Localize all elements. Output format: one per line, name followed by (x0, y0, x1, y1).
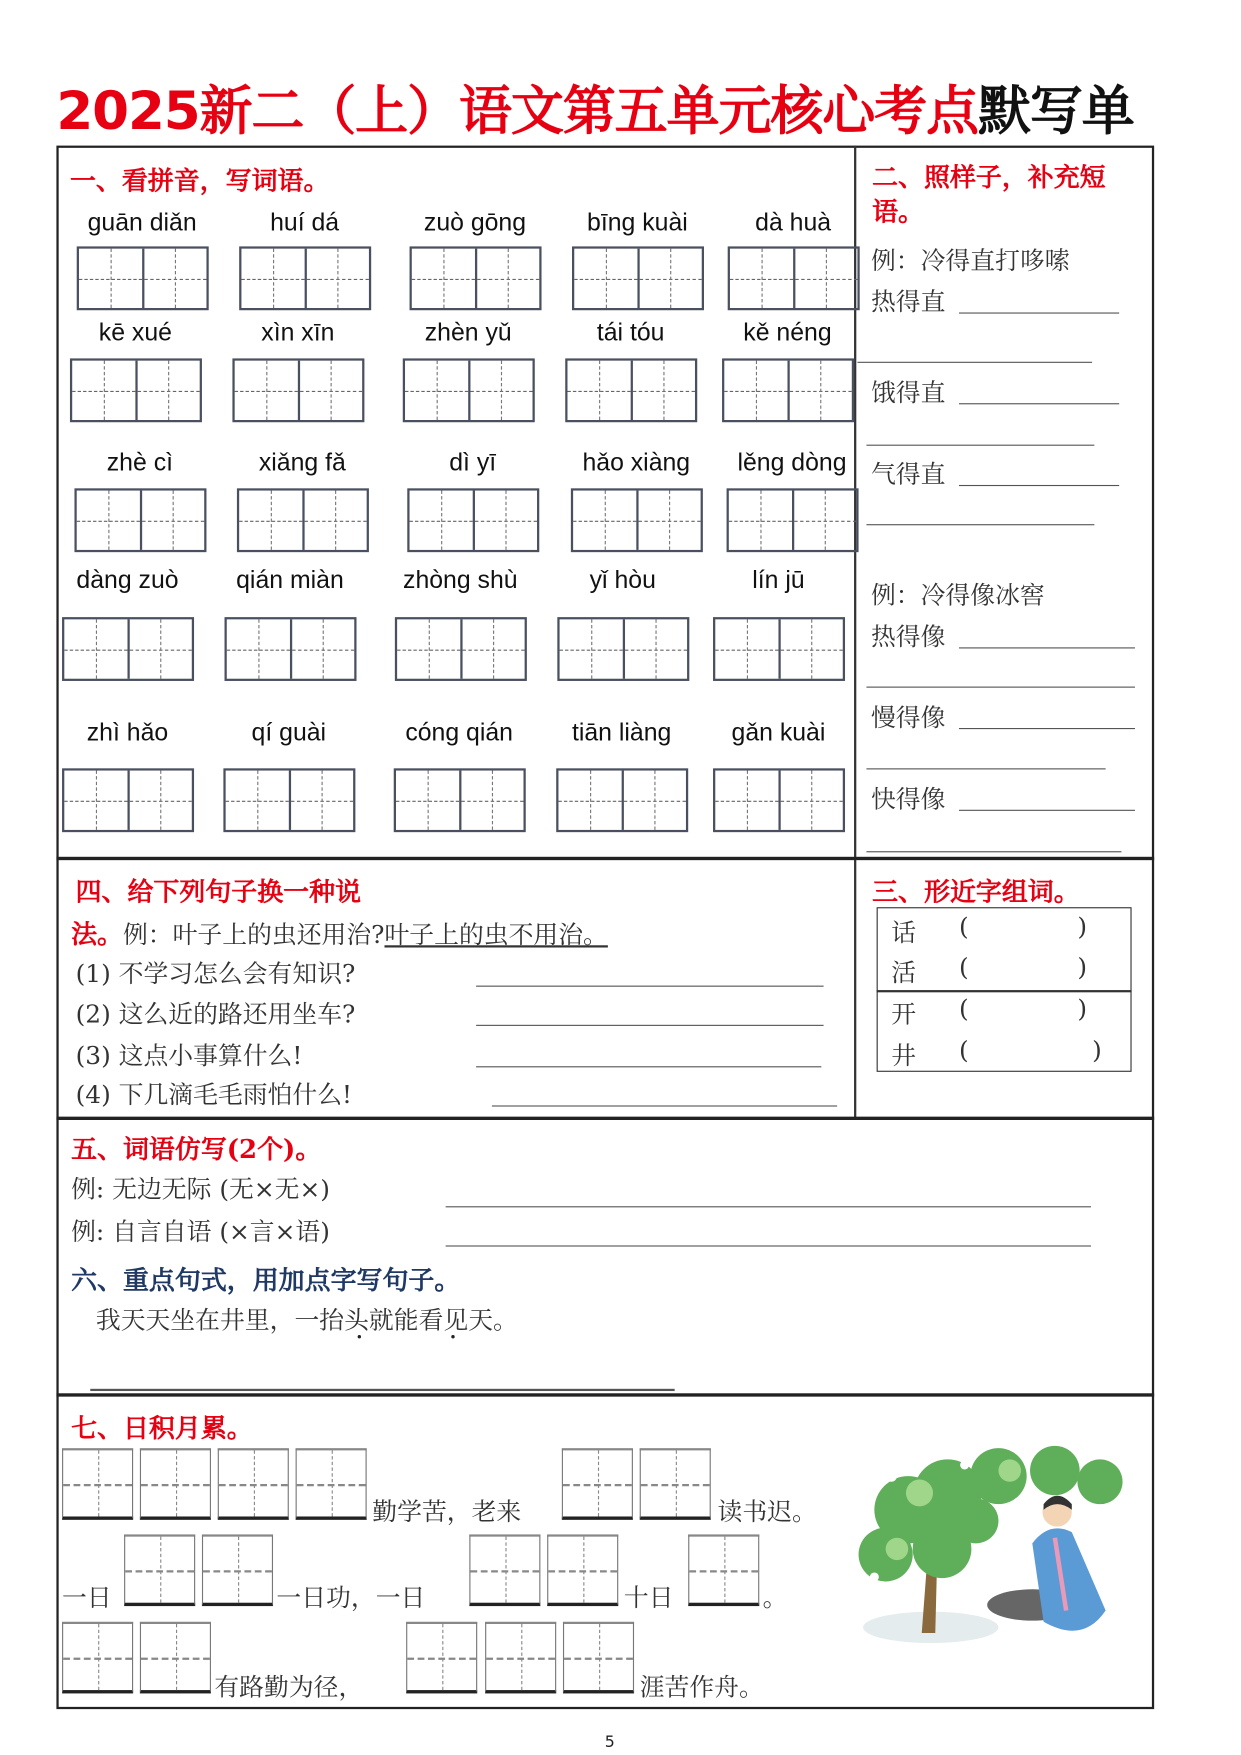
answer-line[interactable] (476, 1066, 821, 1067)
writing-box-pair[interactable] (77, 246, 209, 310)
writing-cell[interactable] (300, 361, 363, 420)
writing-cell[interactable] (144, 249, 207, 308)
pinyin-label: cóng qián (405, 717, 513, 746)
pinyin-label: huí dá (270, 208, 340, 237)
answer-line[interactable] (446, 1206, 1091, 1207)
writing-cell[interactable] (789, 361, 852, 420)
writing-box[interactable] (688, 1534, 759, 1606)
pinyin-label: yǐ hòu (589, 565, 656, 594)
fill-label: 慢得像 (870, 704, 946, 733)
writing-box[interactable] (62, 1448, 133, 1520)
answer-line[interactable] (90, 1389, 674, 1391)
writing-cell[interactable] (567, 361, 632, 420)
word-char: 井 (891, 1042, 917, 1071)
answer-line[interactable] (959, 403, 1119, 404)
writing-cell[interactable] (795, 249, 858, 308)
writing-cell[interactable] (79, 249, 144, 308)
paren: ( (958, 954, 969, 983)
writing-cell[interactable] (235, 361, 300, 420)
writing-box-pair[interactable] (237, 488, 369, 552)
fill-label: 热得直 (870, 288, 946, 317)
question-item: (3) 这点小事算什么! (75, 1042, 303, 1071)
writing-box-pair[interactable] (395, 617, 527, 681)
divider (56, 1117, 1154, 1120)
writing-cell[interactable] (410, 491, 475, 550)
writing-box-pair[interactable] (407, 488, 539, 552)
title-part2: 第五单元核心考点 (562, 80, 978, 143)
writing-cell[interactable] (558, 771, 623, 830)
writing-box[interactable] (485, 1622, 556, 1694)
word-char: 开 (891, 1001, 917, 1030)
paren: ) (1077, 913, 1088, 942)
imitation-example: 例: 自言自语 (×言×语) (71, 1218, 330, 1247)
poem-text: 。 (762, 1584, 788, 1613)
writing-box-pair[interactable] (239, 246, 371, 310)
writing-box[interactable] (218, 1448, 289, 1520)
writing-cell[interactable] (405, 361, 470, 420)
pinyin-label: dàng zuò (76, 565, 179, 594)
paren: ( (958, 995, 969, 1024)
answer-line[interactable] (476, 1025, 823, 1026)
fill-label: 快得像 (870, 786, 946, 815)
writing-cell[interactable] (623, 771, 686, 830)
pinyin-label: xiǎng fǎ (258, 448, 346, 476)
word-answer-field[interactable] (977, 1039, 1073, 1070)
writing-box[interactable] (406, 1622, 477, 1694)
writing-box-pair[interactable] (727, 488, 859, 552)
writing-box-pair[interactable] (70, 358, 202, 422)
writing-box-pair[interactable] (394, 768, 526, 832)
answer-line[interactable] (857, 362, 1092, 363)
writing-cell[interactable] (412, 249, 477, 308)
poem-text: 有路勤为径， (214, 1674, 364, 1703)
writing-cell[interactable] (64, 619, 129, 678)
section6-title: 六、重点句式，用加点字写句子。 (71, 1265, 461, 1296)
pinyin-label: bīng kuài (587, 208, 688, 237)
writing-cell[interactable] (129, 619, 192, 678)
emphasis-dot (451, 1335, 454, 1338)
writing-cell[interactable] (77, 491, 142, 550)
question-item: (1) 不学习怎么会有知识? (75, 960, 356, 989)
pinyin-label: dà huà (755, 208, 832, 237)
writing-box-pair[interactable] (223, 768, 355, 832)
question-item: (2) 这么近的路还用坐车? (75, 1001, 356, 1030)
writing-box[interactable] (563, 1622, 634, 1694)
pinyin-label: zhè cì (106, 448, 174, 476)
section2-example2: 例：冷得像冰窖 (870, 582, 1045, 611)
writing-box-pair[interactable] (225, 617, 357, 681)
poem-text: 读书迟。 (717, 1498, 817, 1527)
page-number: 5 (604, 1733, 615, 1752)
writing-cell[interactable] (462, 619, 525, 678)
writing-box-pair[interactable] (62, 768, 194, 832)
pinyin-label: tái tóu (596, 318, 665, 347)
paren: ) (1092, 1037, 1102, 1066)
writing-cell[interactable] (292, 619, 355, 678)
imitation-example: 例: 无边无际 (无×无×) (71, 1176, 330, 1204)
writing-box-pair[interactable] (572, 246, 704, 310)
writing-cell[interactable] (632, 361, 695, 420)
writing-box[interactable] (547, 1534, 618, 1606)
writing-cell[interactable] (142, 491, 205, 550)
writing-cell[interactable] (573, 491, 638, 550)
section1-title: 一、看拼音，写词语。 (69, 165, 330, 196)
writing-cell[interactable] (291, 771, 354, 830)
answer-line[interactable] (446, 1245, 1091, 1246)
word-answer-field[interactable] (977, 998, 1073, 1029)
writing-cell[interactable] (227, 619, 292, 678)
writing-cell[interactable] (474, 491, 537, 550)
title-part1: 2025新二（上）语文 (56, 80, 563, 143)
answer-line[interactable] (866, 851, 1121, 852)
pinyin-label: lín jū (752, 565, 805, 594)
poem-text: 一日功，一日 (276, 1584, 426, 1613)
writing-box-pair[interactable] (565, 358, 697, 422)
writing-cell[interactable] (724, 361, 789, 420)
writing-cell[interactable] (730, 249, 795, 308)
writing-box-pair[interactable] (713, 617, 845, 681)
writing-cell[interactable] (241, 249, 306, 308)
writing-cell[interactable] (624, 619, 687, 678)
writing-box[interactable] (640, 1448, 711, 1520)
writing-box-pair[interactable] (410, 246, 542, 310)
writing-box-pair[interactable] (403, 358, 535, 422)
pinyin-label: dì yī (449, 448, 497, 476)
writing-box[interactable] (124, 1534, 195, 1606)
answer-line[interactable] (476, 986, 823, 987)
answer-line[interactable] (959, 312, 1119, 313)
paren: ( (958, 1037, 969, 1066)
writing-box-pair[interactable] (571, 488, 703, 552)
section5-title: 五、词语仿写(2个)。 (71, 1134, 322, 1165)
pinyin-label: xìn xīn (261, 318, 335, 347)
writing-box[interactable] (62, 1622, 133, 1694)
emphasis-dot (358, 1335, 361, 1338)
writing-cell[interactable] (304, 491, 367, 550)
pinyin-label: zhì hǎo (86, 717, 169, 746)
answer-line[interactable] (866, 445, 1094, 446)
writing-cell[interactable] (226, 771, 291, 830)
poem-text: 涯苦作舟。 (639, 1674, 764, 1703)
paren: ( (958, 913, 969, 942)
writing-cell[interactable] (780, 771, 843, 830)
writing-cell[interactable] (239, 491, 304, 550)
writing-cell[interactable] (560, 619, 625, 678)
section4-example (71, 914, 608, 951)
writing-cell[interactable] (470, 361, 533, 420)
writing-cell[interactable] (639, 249, 702, 308)
answer-line[interactable] (959, 485, 1119, 486)
writing-cell[interactable] (306, 249, 369, 308)
example-question: 例：叶子上的虫还用治? (122, 921, 385, 950)
pinyin-label: kě néng (743, 318, 832, 347)
answer-line[interactable] (866, 524, 1094, 525)
answer-line[interactable] (492, 1105, 837, 1106)
writing-cell[interactable] (461, 771, 524, 830)
paren: ) (1077, 995, 1088, 1024)
word-char: 活 (891, 959, 917, 988)
writing-box[interactable] (202, 1534, 273, 1606)
writing-box-pair[interactable] (62, 617, 194, 681)
writing-cell[interactable] (477, 249, 540, 308)
word-answer-field[interactable] (977, 956, 1073, 987)
writing-box[interactable] (296, 1448, 367, 1520)
pinyin-label: guān diǎn (87, 208, 197, 237)
poem-text: 勤学苦，老来 (372, 1498, 522, 1527)
pinyin-label: hǎo xiàng (582, 448, 691, 476)
writing-box-pair[interactable] (557, 617, 689, 681)
paren: ) (1077, 954, 1088, 983)
writing-box[interactable] (140, 1448, 211, 1520)
pinyin-label: zuò gōng (423, 208, 527, 237)
pinyin-label: tiān liàng (571, 717, 672, 746)
pinyin-label: zhèn yǔ (424, 318, 512, 347)
pinyin-label: gǎn kuài (731, 717, 826, 746)
answer-line[interactable] (959, 728, 1135, 729)
writing-box-pair[interactable] (713, 768, 845, 832)
pinyin-label: kē xué (98, 318, 172, 347)
answer-line[interactable] (959, 810, 1135, 811)
word-char: 话 (891, 919, 917, 948)
section2-title: 二、照样子，补充短 (872, 162, 1106, 193)
section2-example1: 例：冷得直打哆嗦 (870, 247, 1070, 276)
writing-cell[interactable] (794, 491, 857, 550)
poem-text: 十日 (623, 1584, 674, 1613)
writing-cell[interactable] (396, 771, 461, 830)
example-answer: 叶子上的虫不用治。 (384, 921, 608, 950)
scholar-illustration (841, 1443, 1140, 1650)
pinyin-label: qí guài (251, 717, 327, 746)
pinyin-label: qián miàn (236, 565, 344, 594)
writing-box[interactable] (469, 1534, 540, 1606)
section3-title: 三、形近字组词。 (872, 876, 1080, 908)
word-answer-field[interactable] (977, 916, 1073, 947)
fill-label: 饿得直 (870, 379, 946, 408)
writing-cell[interactable] (715, 619, 780, 678)
section4-title: 四、给下列句子换一种说 (75, 876, 362, 908)
writing-box[interactable] (562, 1448, 633, 1520)
writing-cell[interactable] (397, 619, 462, 678)
writing-box-pair[interactable] (232, 358, 364, 422)
writing-cell[interactable] (137, 361, 200, 420)
poem-text: 一日 (62, 1584, 112, 1613)
answer-line[interactable] (959, 647, 1135, 648)
title-part3: 默写单 (977, 80, 1134, 143)
answer-line[interactable] (866, 687, 1135, 688)
pinyin-label: lěng dòng (737, 448, 847, 476)
writing-cell[interactable] (715, 771, 780, 830)
divider (56, 1393, 1154, 1396)
writing-cell[interactable] (729, 491, 794, 550)
fill-label: 气得直 (870, 461, 946, 490)
answer-line[interactable] (866, 768, 1105, 769)
fill-label: 热得像 (870, 623, 946, 652)
question-item: (4) 下几滴毛毛雨怕什么! (75, 1081, 352, 1110)
pinyin-label: zhòng shù (403, 565, 518, 594)
writing-cell[interactable] (72, 361, 137, 420)
writing-cell[interactable] (638, 491, 701, 550)
writing-box-pair[interactable] (74, 488, 206, 552)
table-divider (877, 990, 1132, 992)
writing-box-pair[interactable] (722, 358, 854, 422)
writing-box[interactable] (140, 1622, 211, 1694)
section4-title-cont: 法。 (71, 919, 123, 950)
page-title (56, 69, 1133, 144)
writing-cell[interactable] (64, 771, 129, 830)
section7-title: 七、日积月累。 (71, 1413, 253, 1444)
key-sentence: 我天天坐在井里，一抬头就能看见天。 (95, 1307, 518, 1336)
writing-box-pair[interactable] (556, 768, 688, 832)
writing-box-pair[interactable] (728, 246, 860, 310)
writing-cell[interactable] (574, 249, 639, 308)
section2-title-cont: 语。 (872, 197, 924, 228)
writing-cell[interactable] (129, 771, 192, 830)
divider (56, 857, 1154, 860)
writing-cell[interactable] (780, 619, 843, 678)
